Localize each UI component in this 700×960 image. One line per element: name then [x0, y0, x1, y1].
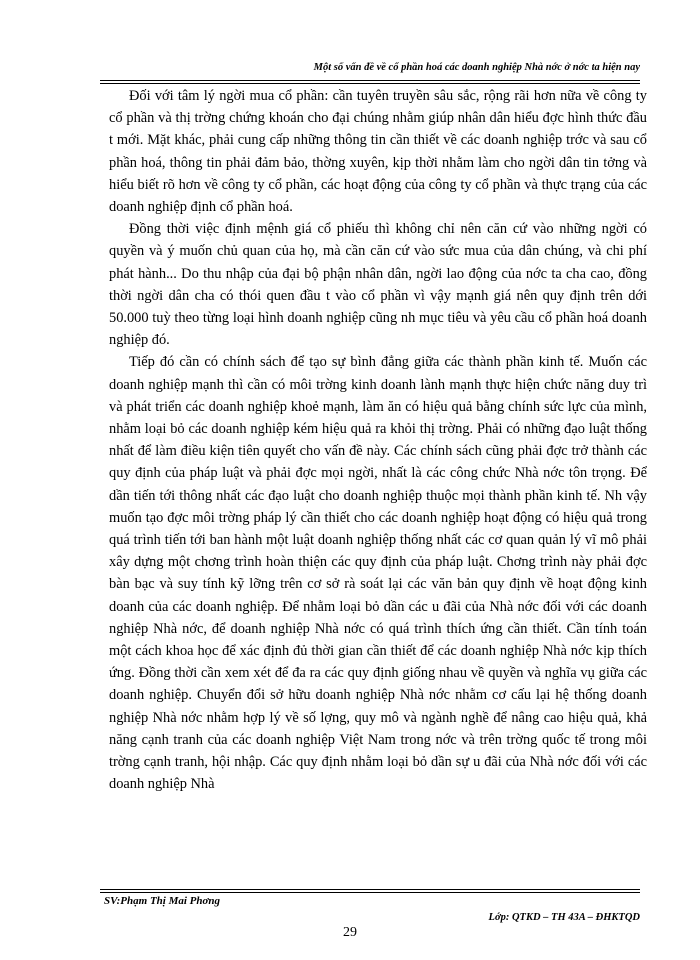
page-number: 29: [343, 925, 357, 940]
paragraph: Đồng thời việc định mệnh giá cổ phiếu thì không chỉ nên căn cứ vào những ngời có quyền và ý muốn chủ quan của họ, mà cần căn cứ vào sức mua của dân chúng, và chi phí phát hành... Do thu nhập của đại bộ phận nhân dân, ngời lao động của nớc ta cha cao, đồng thời ngời dân cha có thói quen đầu t vào cổ phần vì vậy mạnh giá nên quy định trên dới 50.000 tuỳ theo từng loại hình doanh nghiệp cũng nh mục tiêu và yêu cầu cổ phần hoá doanh nghiệp đó.: [109, 221, 647, 349]
running-header: Một số vấn đề về cổ phần hoá các doanh nghiệp Nhà nớc ở nớc ta hiện nay: [313, 62, 640, 73]
footer-double-rule: [100, 889, 640, 893]
footer-author: SV:Phạm Thị Mai Phơng: [104, 895, 221, 907]
footer-class-info: Lớp: QTKD – TH 43A – ĐHKTQD: [488, 912, 640, 923]
paragraph: Tiếp đó cần có chính sách để tạo sự bình đẳng giữa các thành phần kinh tế. Muốn các doanh nghiệp mạnh thì cần có môi trờng kinh doanh lành mạnh thực hiện chức năng duy trì và phát triển các doanh nghiệp khoẻ mạnh, làm ăn có hiệu quả bằng chính sức lực của mình, nhằm loại bỏ các doanh nghiệp kém hiệu quả ra khỏi thị trờng. Phải có những đạo luật thống nhất để làm điều kiện tiên quyết cho vấn đề này. Các chính sách cũng phải đợc trở thành các quy định của pháp luật và phải đợc mọi ngời, nhất là các công chức Nhà nớc tôn trọng. Để dần tiến tới thông nhất các đạo luật cho doanh nghiệp thuộc mọi thành phần kinh tế. Nh vậy muốn tạo đợc môi trờng pháp lý cần thiết cho các doanh nghiệp hoạt động có hiệu quả trong quá trình tiến tới ban hành một luật doanh nghiệp thống nhất các cơ quan quản lý vĩ mô phải xây dựng một chơng trình hoàn thiện các quy định của pháp luật. Chơng trình này phải đợc bàn bạc và suy tính kỹ lỡng trên cơ sở rà soát lại các văn bản quy định về hoạt động kinh doanh của các doanh nghiệp. Để nhằm loại bỏ dần các u đãi của Nhà nớc đối với các doanh nghiệp Nhà nớc, để doanh nghiệp Nhà nớc có quá trình thích ứng cần thiết. Cần tính toán một cách khoa học để xác định đủ thời gian cần thiết để các doanh nghiệp Nhà nớc kịp thích ứng. Đồng thời cần xem xét để đa ra các quy định giống nhau về quyền và nghĩa vụ giữa các doanh nghiệp. Chuyển đổi sở hữu doanh nghiệp Nhà nớc nhằm cơ cấu lại hệ thống doanh nghiệp Nhà nớc nhằm hợp lý về số lợng, quy mô và ngành nghề để nâng cao hiệu quả, khả năng cạnh tranh của các doanh nghiệp Việt Nam trong nớc và trên trờng quốc tế trong môi trờng cạnh tranh, hội nhập. Các quy định nhằm loại bỏ dần sự u đãi của Nhà nớc đối với các doanh nghiệp Nhà: [109, 354, 647, 793]
document-body: [109, 85, 647, 796]
paragraph: Đối với tâm lý ngời mua cổ phần: cần tuyên truyền sâu sắc, rộng rãi hơn nữa về công ty cổ phần và thị trờng chứng khoán cho đại chúng nhằm giúp nhân dân hiểu đợc hình thức đầu t mới. Mặt khác, phải cung cấp những thông tin cần thiết về các doanh nghiệp trớc và sau cổ phần hoá, thông tin phải đảm bảo, thờng xuyên, kịp thời nhằm làm cho ngời dân tin tởng và hiểu biết rõ hơn về công ty cổ phần, các hoạt động của công ty cổ phần và thực trạng của các doanh nghiệp định cổ phần hoá.: [109, 88, 647, 216]
header-double-rule: [100, 80, 640, 84]
